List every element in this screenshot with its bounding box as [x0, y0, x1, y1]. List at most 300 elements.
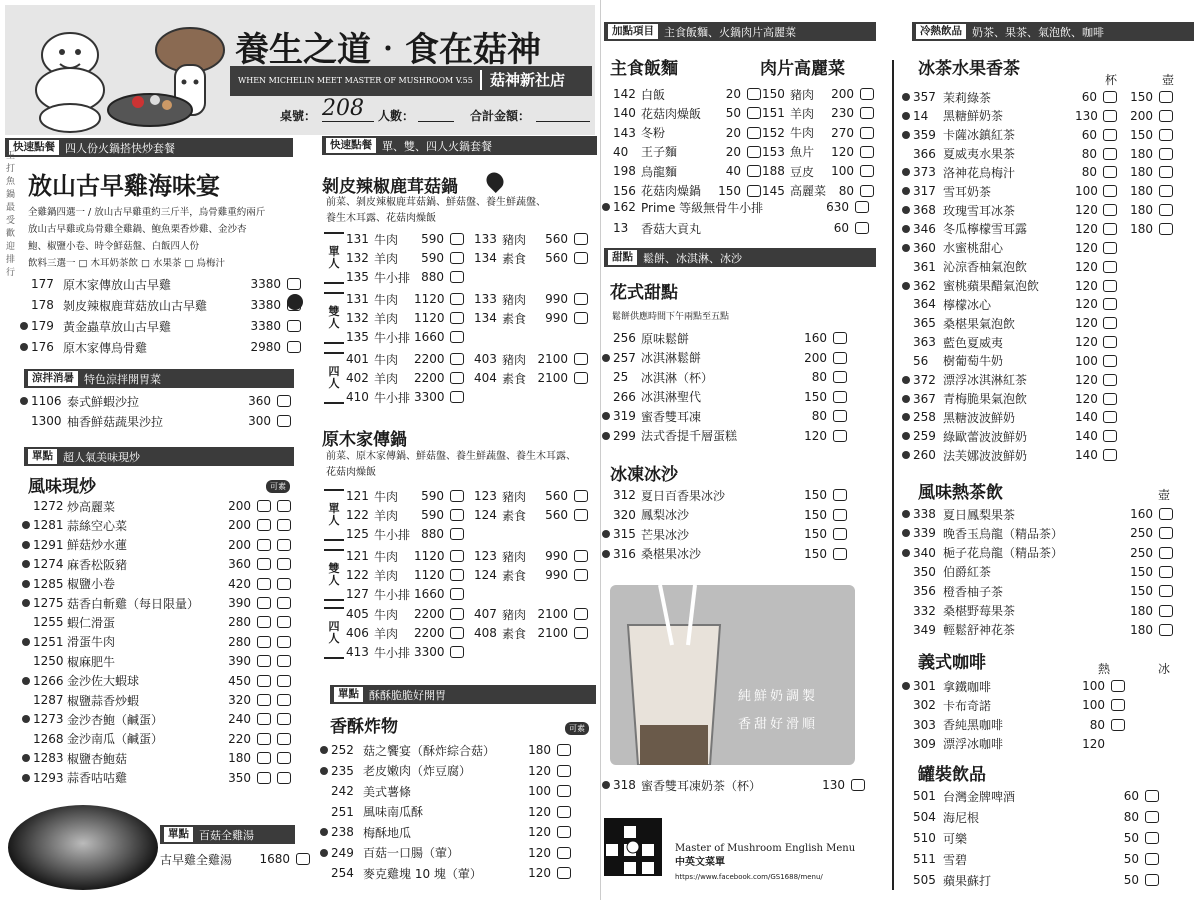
fruit-tea-title: 冰茶水果香茶	[918, 59, 1020, 79]
order-checkbox[interactable]	[450, 646, 464, 658]
qr-code[interactable]	[604, 818, 662, 876]
dessert-bar-tag: 甜點	[608, 250, 637, 265]
order-checkbox[interactable]	[450, 608, 464, 620]
order-checkbox[interactable]	[747, 88, 761, 100]
dessert-item	[602, 407, 847, 425]
item-price: 360	[228, 557, 251, 572]
order-checkbox[interactable]	[557, 867, 571, 879]
item-price: 100	[831, 164, 854, 179]
fruit-tea-item	[902, 239, 1117, 257]
fried-item	[320, 864, 571, 882]
order-checkbox[interactable]	[833, 489, 847, 501]
order-checkbox[interactable]	[1159, 624, 1173, 636]
pot-label: 壺	[1162, 73, 1175, 87]
item-name: 蒜絲空心菜	[67, 518, 128, 533]
order-checkbox[interactable]	[257, 519, 271, 531]
order-checkbox-2[interactable]	[1159, 166, 1173, 178]
order-checkbox[interactable]	[257, 636, 271, 648]
ice-item	[602, 525, 847, 543]
order-checkbox[interactable]	[277, 675, 291, 687]
order-checkbox[interactable]	[574, 233, 588, 245]
item-price: 60	[1081, 90, 1097, 104]
item-code: 13	[613, 221, 629, 235]
order-checkbox[interactable]	[574, 490, 588, 502]
order-checkbox[interactable]	[277, 752, 291, 764]
order-checkbox[interactable]	[450, 312, 464, 324]
order-checkbox[interactable]	[1159, 605, 1173, 617]
order-checkbox[interactable]	[860, 146, 874, 158]
order-checkbox[interactable]	[257, 597, 271, 609]
can-item	[913, 871, 1159, 889]
order-checkbox[interactable]	[1159, 527, 1173, 539]
order-checkbox[interactable]	[277, 636, 291, 648]
order-checkbox[interactable]	[1103, 204, 1117, 216]
order-checkbox[interactable]	[574, 312, 588, 324]
item-code: 151	[762, 106, 785, 121]
hot-checkbox[interactable]	[1111, 680, 1125, 692]
item-price: 2200	[414, 607, 445, 621]
pot2-desc: 前菜、原木家傳鍋、鮮菇盤、養生鮮蔬盤、養生木耳露、	[326, 451, 576, 462]
combo-row	[346, 525, 464, 543]
order-checkbox[interactable]	[1145, 790, 1159, 802]
order-checkbox[interactable]	[574, 550, 588, 562]
item-name: 百菇一口腸（葷）	[363, 846, 460, 860]
order-checkbox[interactable]	[257, 500, 271, 512]
order-checkbox[interactable]	[557, 785, 571, 797]
item-name: 鮮菇炒水蓮	[67, 538, 128, 553]
order-checkbox[interactable]	[257, 675, 271, 687]
item-code: 360	[913, 240, 936, 255]
order-checkbox[interactable]	[574, 372, 588, 384]
order-checkbox[interactable]	[277, 772, 291, 784]
item-code: 407	[474, 607, 497, 621]
recommend-dot-icon	[22, 599, 30, 607]
vegetarian-badge: 可素	[565, 722, 589, 735]
combo-row	[346, 624, 588, 642]
item-name: 椒鹽杏鮑菇	[67, 751, 128, 766]
order-checkbox-2[interactable]	[1159, 91, 1173, 103]
order-checkbox[interactable]	[574, 252, 588, 264]
item-name: 魚片	[790, 145, 815, 160]
order-checkbox[interactable]	[1103, 185, 1117, 197]
order-checkbox[interactable]	[1103, 110, 1117, 122]
item-name: 牛肉	[374, 549, 399, 564]
people-field[interactable]	[418, 121, 454, 122]
drink-bar-text: 奶茶、果茶、氣泡飲、咖啡	[972, 25, 1104, 39]
order-checkbox[interactable]	[1103, 91, 1117, 103]
item-name: 伯爵紅茶	[943, 565, 992, 580]
item-code: 131	[346, 292, 369, 306]
order-checkbox[interactable]	[450, 569, 464, 581]
fruit-tea-item	[902, 446, 1117, 464]
order-checkbox[interactable]	[1103, 223, 1117, 235]
order-checkbox[interactable]	[450, 293, 464, 305]
meat-item	[762, 85, 874, 103]
recommend-dot-icon	[20, 397, 28, 405]
item-code: 152	[762, 125, 785, 140]
fruit-tea-item	[902, 295, 1117, 313]
staple-item	[602, 182, 761, 200]
hot-checkbox[interactable]	[1111, 699, 1125, 711]
item-code: 320	[613, 507, 636, 522]
item-name: 牛小排	[374, 390, 411, 405]
item-code: 179	[31, 319, 54, 333]
order-checkbox[interactable]	[450, 353, 464, 365]
recommend-dot-icon	[320, 746, 328, 754]
party-size-char: 人	[328, 632, 340, 645]
order-checkbox[interactable]	[1103, 242, 1117, 254]
party-size-label	[324, 292, 344, 344]
order-checkbox[interactable]	[257, 558, 271, 570]
item-name: 金沙南瓜（鹹蛋）	[67, 732, 164, 747]
item-name: 羊肉	[374, 311, 399, 326]
order-checkbox[interactable]	[1103, 129, 1117, 141]
fruit-tea-item	[902, 352, 1117, 370]
order-checkbox[interactable]	[1145, 874, 1159, 886]
fried-bar-text: 酥酥脆脆好開胃	[369, 688, 446, 702]
recommend-dot-icon	[902, 225, 910, 233]
order-checkbox[interactable]	[557, 806, 571, 818]
recommend-dot-icon	[902, 432, 910, 440]
order-checkbox[interactable]	[1103, 430, 1117, 442]
order-checkbox[interactable]	[747, 107, 761, 119]
order-checkbox[interactable]	[860, 107, 874, 119]
soup-bar-tag: 單點	[164, 827, 193, 842]
order-checkbox[interactable]	[574, 353, 588, 365]
item-price: 100	[528, 784, 551, 798]
combo-row	[346, 566, 588, 584]
order-checkbox[interactable]	[1103, 449, 1117, 461]
coffee-item	[902, 735, 1105, 753]
order-checkbox[interactable]	[287, 320, 301, 332]
item-price: 590	[421, 232, 444, 246]
order-checkbox-2[interactable]	[1159, 148, 1173, 160]
party-size-label	[324, 549, 344, 601]
order-checkbox[interactable]	[833, 509, 847, 521]
ice-item	[602, 545, 847, 563]
party-size-char: 人	[328, 574, 340, 587]
soup-bar	[160, 825, 295, 844]
order-checkbox[interactable]	[257, 578, 271, 590]
item-name: 豆皮	[790, 164, 815, 179]
order-checkbox[interactable]	[257, 616, 271, 628]
milk-tea-photo	[610, 585, 855, 765]
order-checkbox[interactable]	[1159, 566, 1173, 578]
staple-item	[602, 104, 761, 122]
item-name: 老皮嫩肉（炸豆腐）	[363, 764, 472, 778]
item-code: 133	[474, 292, 497, 306]
combo-row	[346, 369, 588, 387]
hotpot-desc: 飲料三選一 □ 木耳奶茶飲 □ 水果茶 □ 烏梅汁	[28, 258, 226, 269]
order-checkbox[interactable]	[450, 331, 464, 343]
order-checkbox[interactable]	[1159, 508, 1173, 520]
order-checkbox[interactable]	[277, 713, 291, 725]
order-checkbox[interactable]	[1103, 393, 1117, 405]
order-checkbox[interactable]	[450, 233, 464, 245]
order-checkbox[interactable]	[855, 222, 869, 234]
item-price: 590	[421, 489, 444, 503]
stir-fry-item	[22, 730, 291, 748]
order-checkbox[interactable]	[1159, 585, 1173, 597]
item-code: 238	[331, 825, 354, 839]
order-checkbox[interactable]	[450, 490, 464, 502]
order-checkbox[interactable]	[833, 352, 847, 364]
item-name: 素食	[502, 311, 527, 326]
order-checkbox-2[interactable]	[1159, 223, 1173, 235]
order-checkbox[interactable]	[574, 627, 588, 639]
item-name: 梅酥地瓜	[363, 825, 412, 840]
item-code: 125	[346, 527, 369, 541]
stir-fry-item	[22, 613, 291, 631]
item-name: 椒鹽蒜香炒蝦	[67, 693, 140, 708]
order-checkbox[interactable]	[833, 371, 847, 383]
item-price: 3380	[250, 298, 281, 312]
order-checkbox[interactable]	[860, 88, 874, 100]
combo-row	[346, 643, 464, 661]
order-checkbox[interactable]	[277, 519, 291, 531]
order-checkbox-2[interactable]	[1159, 185, 1173, 197]
item-name: 美式薯條	[363, 784, 412, 799]
order-checkbox[interactable]	[833, 332, 847, 344]
order-checkbox[interactable]	[833, 548, 847, 560]
recommend-dot-icon	[902, 395, 910, 403]
item-name: 素食	[502, 251, 527, 266]
order-checkbox[interactable]	[1145, 832, 1159, 844]
order-checkbox[interactable]	[851, 779, 865, 791]
order-checkbox[interactable]	[450, 528, 464, 540]
item-code: 145	[762, 183, 785, 198]
table-number-field[interactable]: 208	[322, 96, 374, 122]
item-name: 蜜桃蘋果醋氣泡飲	[943, 279, 1040, 293]
hotpot-item	[20, 296, 301, 314]
addon-bar	[604, 22, 876, 41]
item-code: 134	[474, 251, 497, 265]
hotpot-bar-tag: 快速點餐	[9, 140, 59, 155]
item-price: 80	[1123, 810, 1139, 824]
order-checkbox[interactable]	[574, 608, 588, 620]
item-code: 1300	[31, 414, 62, 428]
order-checkbox[interactable]	[860, 127, 874, 139]
branch-name: 菇神新社店	[480, 70, 565, 90]
order-checkbox[interactable]	[257, 772, 271, 784]
order-checkbox[interactable]	[257, 655, 271, 667]
hot-tea-item	[902, 621, 1173, 639]
order-checkbox[interactable]	[1103, 280, 1117, 292]
order-checkbox[interactable]	[296, 853, 310, 865]
order-checkbox[interactable]	[1103, 374, 1117, 386]
order-checkbox[interactable]	[450, 627, 464, 639]
order-checkbox[interactable]	[287, 341, 301, 353]
order-checkbox[interactable]	[277, 733, 291, 745]
order-checkbox[interactable]	[557, 765, 571, 777]
item-name: 沁涼香柚氣泡飲	[943, 260, 1028, 275]
item-name: 羊肉	[374, 568, 399, 583]
stir-fry-item	[22, 497, 291, 515]
order-checkbox[interactable]	[1103, 166, 1117, 178]
recommend-dot-icon	[22, 677, 30, 685]
order-checkbox[interactable]	[833, 430, 847, 442]
item-name: 冬瓜檸檬雪耳露	[943, 222, 1028, 237]
fried-bar	[330, 685, 596, 704]
item-code: 359	[913, 127, 936, 142]
order-checkbox[interactable]	[257, 752, 271, 764]
item-code: 124	[474, 508, 497, 522]
order-checkbox[interactable]	[833, 410, 847, 422]
recommend-dot-icon	[902, 93, 910, 101]
item-name: 牛小排	[374, 527, 411, 542]
item-code: 1272	[33, 499, 64, 513]
side-vertical-char: 排	[6, 255, 16, 265]
order-checkbox[interactable]	[1103, 411, 1117, 423]
order-checkbox[interactable]	[277, 597, 291, 609]
order-checkbox[interactable]	[277, 655, 291, 667]
item-name: 麻香松阪豬	[67, 557, 128, 572]
item-price: 590	[421, 508, 444, 522]
order-checkbox-2[interactable]	[1159, 204, 1173, 216]
amount-field[interactable]	[536, 121, 590, 122]
order-checkbox[interactable]	[747, 165, 761, 177]
order-checkbox[interactable]	[277, 500, 291, 512]
item-code: 123	[474, 549, 497, 563]
item-code: 177	[31, 277, 54, 291]
item-price: 180	[528, 743, 551, 757]
order-checkbox[interactable]	[450, 588, 464, 600]
order-checkbox[interactable]	[1103, 317, 1117, 329]
item-name: 金沙佐大蝦球	[67, 674, 140, 689]
item-code: 40	[613, 144, 629, 159]
item-price: 120	[1075, 316, 1098, 331]
item-price: 120	[1075, 221, 1098, 236]
order-checkbox[interactable]	[557, 847, 571, 859]
order-checkbox[interactable]	[257, 733, 271, 745]
item-price: 180	[1130, 622, 1153, 637]
item-price: 120	[1075, 297, 1098, 312]
recommend-dot-icon	[902, 510, 910, 518]
item-price: 300	[248, 414, 271, 428]
order-checkbox[interactable]	[574, 293, 588, 305]
order-checkbox[interactable]	[1103, 148, 1117, 160]
item-name: 黑糖鮮奶茶	[943, 109, 1004, 124]
fried-item	[320, 782, 571, 800]
stir-fry-title: 風味現炒	[28, 477, 96, 497]
order-checkbox[interactable]	[450, 372, 464, 384]
item-price: 180	[228, 751, 251, 766]
dessert-item	[602, 427, 847, 445]
item-code: 317	[913, 184, 936, 199]
pot1-desc: 前菜、剝皮辣椒鹿茸菇鍋、鮮菇盤、養生鮮蔬盤、	[326, 197, 546, 208]
item-name: 牛肉	[374, 292, 399, 307]
dessert-item	[602, 388, 847, 406]
order-checkbox-2[interactable]	[1159, 110, 1173, 122]
stir-fry-item	[22, 516, 291, 534]
staple-item	[602, 124, 761, 142]
order-checkbox[interactable]	[747, 146, 761, 158]
order-checkbox[interactable]	[257, 694, 271, 706]
order-checkbox[interactable]	[450, 391, 464, 403]
order-checkbox[interactable]	[1103, 298, 1117, 310]
dessert-title: 花式甜點	[610, 283, 678, 303]
order-checkbox[interactable]	[257, 713, 271, 725]
item-price: 150	[1130, 584, 1153, 599]
order-checkbox[interactable]	[1145, 853, 1159, 865]
order-checkbox[interactable]	[1145, 811, 1159, 823]
party-size-char: 雙	[328, 305, 340, 318]
item-code: 346	[913, 221, 936, 236]
item-price: 120	[1075, 203, 1098, 218]
order-checkbox[interactable]	[1159, 547, 1173, 559]
order-checkbox[interactable]	[1103, 261, 1117, 273]
order-checkbox[interactable]	[277, 616, 291, 628]
fried-item	[320, 823, 571, 841]
stir-fry-item	[22, 594, 291, 612]
recommend-dot-icon	[902, 206, 910, 214]
item-price: 990	[545, 311, 568, 325]
item-code: 364	[913, 297, 936, 312]
order-checkbox[interactable]	[277, 578, 291, 590]
order-checkbox[interactable]	[277, 415, 291, 427]
order-checkbox[interactable]	[747, 127, 761, 139]
order-checkbox[interactable]	[287, 278, 301, 290]
order-checkbox[interactable]	[860, 185, 874, 197]
order-checkbox[interactable]	[1103, 355, 1117, 367]
order-checkbox[interactable]	[277, 395, 291, 407]
item-name: 花菇肉燥鍋	[641, 184, 702, 198]
order-checkbox[interactable]	[833, 391, 847, 403]
order-checkbox[interactable]	[450, 550, 464, 562]
order-checkbox[interactable]	[574, 569, 588, 581]
item-price: 120	[528, 845, 551, 860]
order-checkbox[interactable]	[277, 558, 291, 570]
hot-checkbox[interactable]	[1111, 719, 1125, 731]
item-price: 150	[804, 488, 827, 502]
combo-row	[346, 230, 588, 248]
order-checkbox[interactable]	[574, 509, 588, 521]
order-checkbox[interactable]	[450, 509, 464, 521]
order-checkbox[interactable]	[855, 201, 869, 213]
item-name: 芒果冰沙	[641, 527, 690, 542]
order-checkbox[interactable]	[557, 826, 571, 838]
item-name: 豬肉	[502, 549, 527, 564]
salad-item	[20, 392, 291, 410]
order-checkbox[interactable]	[860, 165, 874, 177]
order-checkbox-2[interactable]	[1159, 129, 1173, 141]
order-checkbox[interactable]	[277, 539, 291, 551]
order-checkbox[interactable]	[1103, 336, 1117, 348]
item-code: 127	[346, 587, 369, 601]
item-name: 牛小排	[374, 587, 411, 602]
item-name: 黃金蟲草放山古早雞	[63, 319, 172, 334]
combo-bar	[322, 136, 597, 155]
item-name: 藍色夏威夷	[943, 335, 1004, 350]
hot-label: 熱	[1098, 662, 1111, 676]
order-checkbox[interactable]	[747, 185, 761, 197]
item-name: 冬粉	[641, 126, 666, 141]
item-price: 50	[1123, 852, 1139, 866]
item-code: 505	[913, 873, 936, 887]
order-checkbox[interactable]	[833, 528, 847, 540]
item-price: 1120	[414, 292, 445, 306]
item-price: 80	[811, 370, 827, 384]
order-checkbox[interactable]	[557, 744, 571, 756]
order-checkbox[interactable]	[257, 539, 271, 551]
item-name: 滑蛋牛肉	[67, 635, 116, 650]
item-price: 120	[1082, 736, 1105, 751]
order-checkbox[interactable]	[450, 271, 464, 283]
recommend-dot-icon	[22, 638, 30, 646]
order-checkbox[interactable]	[450, 252, 464, 264]
order-checkbox[interactable]	[277, 694, 291, 706]
stir-fry-item	[22, 575, 291, 593]
